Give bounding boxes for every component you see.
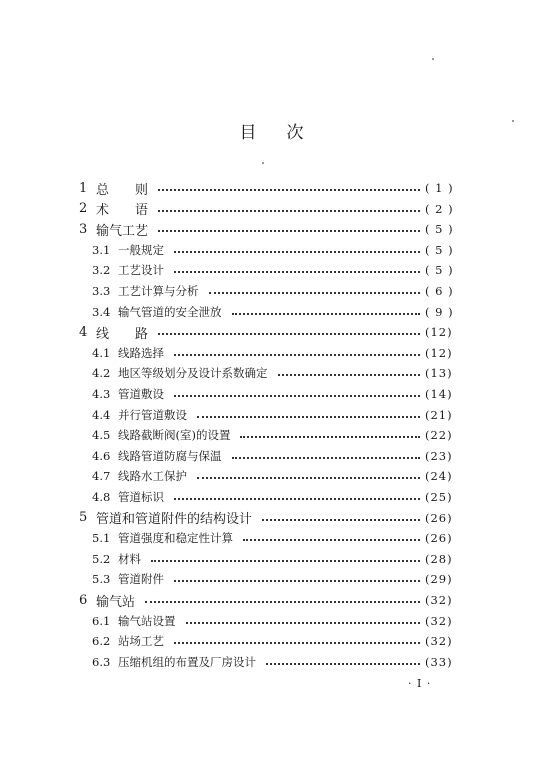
toc-entry-number: 6.1 xyxy=(92,613,111,628)
toc-entry-page: (23) xyxy=(425,448,453,463)
toc-entry[interactable] xyxy=(0,363,545,383)
toc-entry-number: 4.6 xyxy=(92,448,111,463)
toc-entry[interactable] xyxy=(0,384,545,404)
toc-entry-page: ( 5 ) xyxy=(425,242,454,257)
title-char-2: 次 xyxy=(286,123,306,143)
toc-entry-number: 3.1 xyxy=(92,242,111,257)
toc-entry-number: 4.8 xyxy=(92,490,111,504)
toc-entry[interactable] xyxy=(0,199,545,219)
toc-entry-page: ( 2 ) xyxy=(425,201,454,216)
toc-entry-label: 压缩机组的布置及厂房设计 xyxy=(118,654,256,669)
toc-leader-dots xyxy=(145,599,420,603)
toc-entry-page: (21) xyxy=(425,407,453,422)
toc-leader-dots xyxy=(278,372,420,376)
toc-entry-number: 4.4 xyxy=(92,407,111,422)
scan-speck xyxy=(262,162,264,164)
toc-entry[interactable] xyxy=(0,549,545,569)
toc-entry-page: ( 5 ) xyxy=(425,263,454,278)
toc-entry-label: 总 则 xyxy=(96,182,149,198)
toc-entry-label: 输气站设置 xyxy=(118,613,176,628)
toc-entry-number: 3.4 xyxy=(92,304,111,319)
toc-entry-label: 管道标识 xyxy=(118,490,164,504)
toc-entry-label: 管道附件 xyxy=(118,572,164,587)
toc-leader-dots xyxy=(158,331,420,335)
toc-leader-dots xyxy=(158,228,420,232)
toc-leader-dots xyxy=(197,414,420,418)
toc-entry[interactable] xyxy=(0,405,545,425)
toc-entry-label: 工艺计算与分析 xyxy=(118,284,199,298)
toc-leader-dots xyxy=(158,187,420,191)
toc-entry[interactable] xyxy=(0,446,545,466)
toc-entry-number: 4.2 xyxy=(92,366,111,381)
toc-entry-label: 线路水工保护 xyxy=(118,469,187,484)
toc-entry[interactable] xyxy=(0,508,545,528)
toc-entry-label: 线路截断阀(室)的设置 xyxy=(118,428,231,443)
toc-leader-dots xyxy=(266,661,420,665)
toc-entry-number: 4.7 xyxy=(92,469,111,484)
toc-entry-number: 6.3 xyxy=(92,654,111,669)
toc-leader-dots xyxy=(174,578,420,582)
toc-entry[interactable] xyxy=(0,611,545,631)
toc-leader-dots xyxy=(262,517,420,521)
toc-entry-page: (14) xyxy=(425,387,453,401)
toc-entry-page: (22) xyxy=(425,428,453,443)
toc-leader-dots xyxy=(243,537,420,541)
toc-leader-dots xyxy=(174,640,420,644)
toc-entry-page: ( 9 ) xyxy=(425,304,454,319)
toc-entry[interactable] xyxy=(0,466,545,486)
toc-entry-label: 输气管道的安全泄放 xyxy=(118,304,222,319)
toc-entry-page: (12) xyxy=(425,325,453,340)
toc-entry-number: 4.3 xyxy=(92,387,111,401)
title-char-1: 目 xyxy=(239,123,259,143)
toc-entry[interactable] xyxy=(0,528,545,548)
toc-entry[interactable] xyxy=(0,260,545,280)
toc-entry-label: 站场工艺 xyxy=(118,634,164,649)
toc-entry[interactable] xyxy=(0,590,545,610)
toc-entry-number: 6 xyxy=(79,592,88,608)
toc-leader-dots xyxy=(209,290,420,294)
toc-leader-dots xyxy=(174,352,420,356)
toc-entry-page: (24) xyxy=(425,469,453,484)
toc-entry-label: 并行管道敷设 xyxy=(118,407,187,422)
toc-entry-label: 线路选择 xyxy=(118,345,164,360)
toc-leader-dots xyxy=(158,208,420,212)
toc-entry-number: 1 xyxy=(79,180,88,196)
toc-entry-label: 输气站 xyxy=(96,594,136,610)
toc-entry-page: ( 6 ) xyxy=(425,284,454,298)
toc-entry-page: (32) xyxy=(425,613,453,628)
toc-entry-number: 4 xyxy=(79,324,88,340)
toc-entry-page: (33) xyxy=(425,654,453,669)
toc-entry-page: (12) xyxy=(425,345,453,360)
toc-entry[interactable] xyxy=(0,322,545,342)
toc-leader-dots xyxy=(174,249,420,253)
toc-leader-dots xyxy=(186,620,420,624)
toc-leader-dots xyxy=(232,455,420,459)
toc-entry[interactable] xyxy=(0,425,545,445)
toc-entry-number: 3.2 xyxy=(92,263,111,278)
toc-leader-dots xyxy=(232,311,420,315)
toc-entry-page: ( 5 ) xyxy=(425,222,454,237)
toc-entry[interactable] xyxy=(0,487,545,507)
toc-entry-number: 5 xyxy=(79,510,88,526)
toc-leader-dots xyxy=(174,496,420,500)
toc-leader-dots xyxy=(151,558,420,562)
toc-entry[interactable] xyxy=(0,343,545,363)
toc-leader-dots xyxy=(240,434,420,438)
toc-entry-number: 6.2 xyxy=(92,634,111,649)
toc-entry-label: 地区等级划分及设计系数确定 xyxy=(118,366,268,381)
toc-entry-label: 工艺设计 xyxy=(118,263,164,278)
toc-entry[interactable] xyxy=(0,631,545,651)
toc-entry-number: 3.3 xyxy=(92,284,111,298)
page-title xyxy=(0,118,545,143)
toc-leader-dots xyxy=(174,269,420,273)
toc-entry-label: 线 路 xyxy=(96,326,149,342)
toc-entry-page: (26) xyxy=(425,531,453,546)
toc-entry-label: 线路管道防腐与保温 xyxy=(118,448,222,463)
toc-entry-number: 4.5 xyxy=(92,428,111,443)
toc-entry[interactable] xyxy=(0,569,545,589)
toc-entry-page: (25) xyxy=(425,490,453,504)
toc-leader-dots xyxy=(197,475,420,479)
footer-page-number: · I · xyxy=(408,677,432,690)
toc-entry-page: (29) xyxy=(425,572,453,587)
toc-entry-number: 4.1 xyxy=(92,345,111,360)
toc-entry[interactable] xyxy=(0,302,545,322)
toc-entry-number: 5.3 xyxy=(92,572,111,587)
toc-entry-label: 管道和管道附件的结构设计 xyxy=(96,512,253,528)
toc-entry[interactable] xyxy=(0,652,545,672)
toc-entry[interactable] xyxy=(0,219,545,239)
toc-entry-label: 一般规定 xyxy=(118,242,164,257)
toc-entry[interactable] xyxy=(0,178,545,198)
toc-entry-label: 术 语 xyxy=(96,203,149,219)
toc-entry-page: (28) xyxy=(425,551,453,566)
toc-entry-page: ( 1 ) xyxy=(425,181,454,195)
toc-entry-page: (13) xyxy=(425,366,453,381)
toc-entry-label: 输气工艺 xyxy=(96,223,149,239)
toc-leader-dots xyxy=(174,393,420,397)
scan-speck xyxy=(512,120,514,122)
toc-entry[interactable] xyxy=(0,240,545,260)
toc-entry-label: 管道敷设 xyxy=(118,387,164,401)
toc-entry-number: 3 xyxy=(79,221,88,237)
toc-entry-page: (32) xyxy=(425,593,453,607)
toc-entry-page: (32) xyxy=(425,634,453,649)
toc-entry-number: 2 xyxy=(79,201,88,217)
toc-entry-page: (26) xyxy=(425,510,453,525)
toc-entry-label: 管道强度和稳定性计算 xyxy=(118,531,233,546)
scan-speck xyxy=(432,58,434,60)
toc-entry-label: 材料 xyxy=(118,551,141,566)
toc-entry-number: 5.1 xyxy=(92,531,111,546)
toc-entry[interactable] xyxy=(0,281,545,301)
toc-entry-number: 5.2 xyxy=(92,551,111,566)
